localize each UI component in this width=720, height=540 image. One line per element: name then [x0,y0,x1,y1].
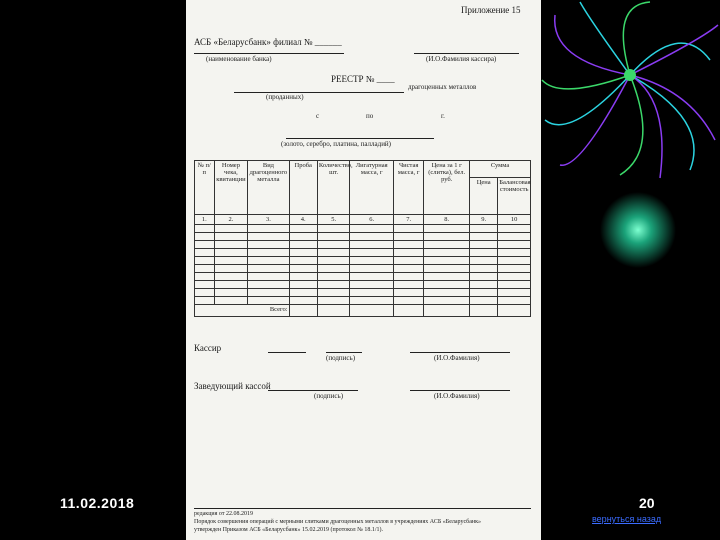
footnote-approval: утвержден Приказом АСБ «Беларусбанк» 15.02.2019 (протокол № 18.1/1). [194,527,384,533]
cashier-label: Кассир [194,343,222,353]
col-number-4: 4. [289,215,317,225]
cashier-signature-caption: (подпись) [326,354,356,362]
col-number-5: 5. [317,215,350,225]
header-ligature-mass: Лигатурная масса, г [350,161,393,215]
footnote-procedure: Порядок совершения операций с мерными слитками драгоценных металлов в учреждениях АСБ «Беларусбанк» [194,519,482,525]
col-number-2: 2. [214,215,248,225]
head-signature-caption: (подпись) [314,392,344,400]
scanned-register-form [186,0,541,540]
total-label: Всего: [195,305,290,317]
head-cashier-label: Заведующий кассой [194,381,271,391]
header-number: № п/п [195,161,215,215]
footnote-edition: редакция от 22.08.2019 [194,511,253,517]
header-net-mass: Чистая масса, г [393,161,423,215]
period-to: по [366,112,374,120]
register-title: РЕЕСТР № ____ [331,74,395,84]
starburst-decoration [540,0,720,180]
glow-orb-decoration [598,190,678,270]
header-quantity: Количество, шт. [317,161,350,215]
cashier-name-caption: (И.О.Фамилия кассира) [426,55,497,63]
metal-type-caption: (золото, серебро, платина, палладий) [281,140,392,148]
header-receipt: Номер чека, квитанции [214,161,248,215]
cashier-fullname-caption: (И.О.Фамилия) [434,354,480,362]
col-number-3: 3. [248,215,289,225]
header-sum: Сумма [470,161,531,178]
register-table [194,160,531,317]
col-number-10: 10 [498,215,531,225]
sold-caption: (проданных) [266,93,304,101]
col-number-1: 1. [195,215,215,225]
col-number-7: 7. [393,215,423,225]
year-suffix: г. [441,112,445,120]
appendix-label: Приложение 15 [461,5,521,15]
slide-date: 11.02.2018 [60,495,135,511]
header-metal-type: Вид драгоценного металла [248,161,289,215]
slide-page-number: 20 [639,495,655,511]
period-from: с [316,112,320,120]
bank-branch-line: АСБ «Беларусбанк» филиал № ______ [194,37,342,47]
bank-name-caption: (наименование банка) [206,55,272,63]
col-number-9: 9. [470,215,498,225]
head-fullname-caption: (И.О.Фамилия) [434,392,480,400]
col-number-6: 6. [350,215,393,225]
header-assay: Проба [289,161,317,215]
back-link[interactable]: вернуться назад [592,514,662,524]
subheader-price: Цена [470,178,498,215]
subheader-book-value: Балансовая стоимость [498,178,531,215]
col-number-8: 8. [424,215,470,225]
metals-text: драгоценных металлов [408,83,477,91]
header-price-per-gram: Цена за 1 г (слитка), бел. руб. [424,161,470,215]
